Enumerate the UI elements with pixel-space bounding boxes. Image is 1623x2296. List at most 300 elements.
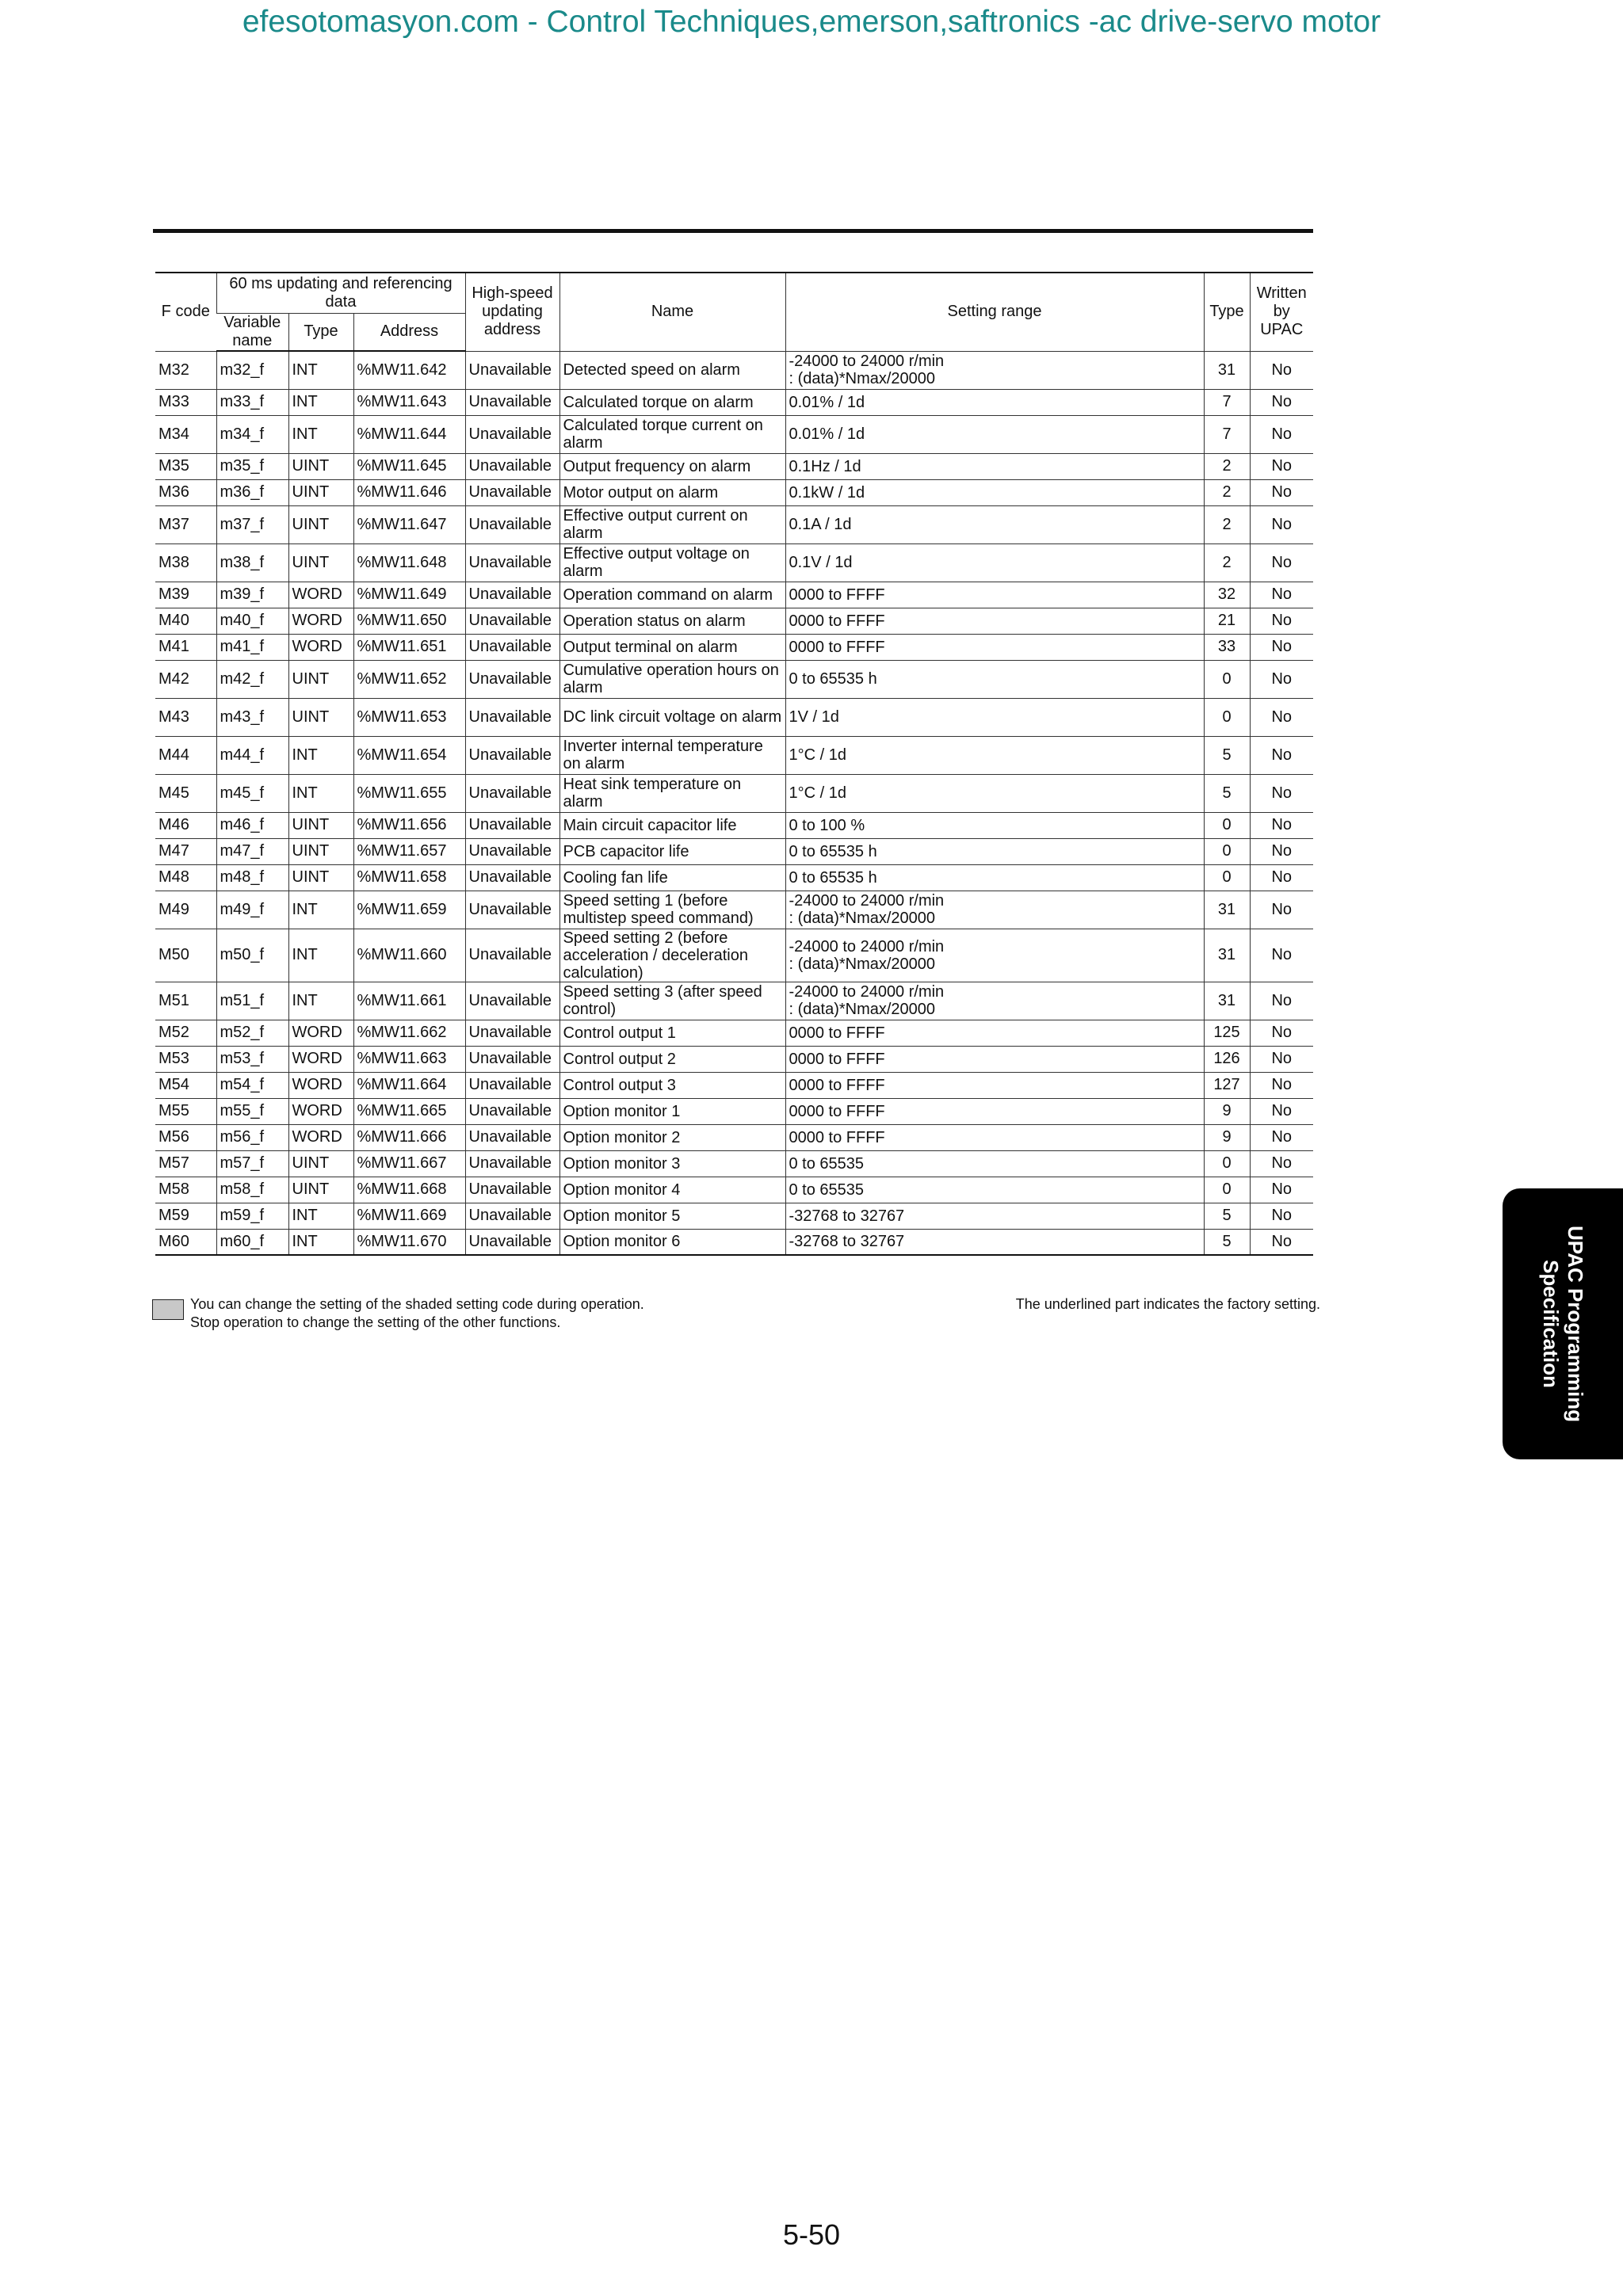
f-code-cell: M53 xyxy=(155,1046,216,1072)
chapter-side-tab[interactable] xyxy=(1503,1188,1623,1459)
type-cell: 127 xyxy=(1204,1072,1250,1098)
address-cell: %MW11.663 xyxy=(353,1046,465,1072)
high-speed-cell: Unavailable xyxy=(465,838,559,864)
written-cell: No xyxy=(1250,389,1313,415)
type-cell: 0 xyxy=(1204,1177,1250,1203)
variable-name-cell: m58_f xyxy=(216,1177,288,1203)
setting-range-cell: 0000 to FFFF xyxy=(785,608,1204,634)
header-var-type: Type xyxy=(288,313,353,351)
high-speed-cell: Unavailable xyxy=(465,736,559,774)
address-cell: %MW11.653 xyxy=(353,698,465,736)
setting-range-cell: 0 to 65535 xyxy=(785,1177,1204,1203)
setting-range-cell: 1°C / 1d xyxy=(785,774,1204,812)
type-cell: 7 xyxy=(1204,389,1250,415)
type-cell: 0 xyxy=(1204,812,1250,838)
table-row xyxy=(155,660,1313,698)
written-cell: No xyxy=(1250,351,1313,389)
setting-range-cell: -32768 to 32767 xyxy=(785,1229,1204,1255)
setting-range-cell: 0 to 65535 h xyxy=(785,838,1204,864)
variable-name-cell: m57_f xyxy=(216,1150,288,1177)
address-cell: %MW11.643 xyxy=(353,389,465,415)
setting-range-cell: 1°C / 1d xyxy=(785,736,1204,774)
variable-name-cell: m44_f xyxy=(216,736,288,774)
table-row xyxy=(155,736,1313,774)
high-speed-cell: Unavailable xyxy=(465,982,559,1020)
address-cell: %MW11.642 xyxy=(353,351,465,389)
table-row xyxy=(155,543,1313,582)
var-type-cell: WORD xyxy=(288,1020,353,1046)
address-cell: %MW11.647 xyxy=(353,505,465,543)
f-code-cell: M32 xyxy=(155,351,216,389)
high-speed-cell: Unavailable xyxy=(465,1229,559,1255)
variable-name-cell: m39_f xyxy=(216,582,288,608)
name-cell: Option monitor 6 xyxy=(559,1229,785,1255)
type-cell: 31 xyxy=(1204,891,1250,929)
variable-name-cell: m47_f xyxy=(216,838,288,864)
name-cell: Effective output current on alarm xyxy=(559,505,785,543)
high-speed-cell: Unavailable xyxy=(465,505,559,543)
setting-range-cell: 0.1V / 1d xyxy=(785,543,1204,582)
var-type-cell: WORD xyxy=(288,1072,353,1098)
legend-note-line-1: You can change the setting of the shaded setting code during operation. xyxy=(190,1296,644,1312)
setting-range-cell: -24000 to 24000 r/min : (data)*Nmax/20000 xyxy=(785,351,1204,389)
setting-range-cell: 0000 to FFFF xyxy=(785,634,1204,660)
variable-name-cell: m49_f xyxy=(216,891,288,929)
variable-name-cell: m35_f xyxy=(216,453,288,479)
variable-name-cell: m38_f xyxy=(216,543,288,582)
high-speed-cell: Unavailable xyxy=(465,351,559,389)
name-cell: Option monitor 1 xyxy=(559,1098,785,1124)
written-cell: No xyxy=(1250,1150,1313,1177)
written-cell: No xyxy=(1250,1203,1313,1229)
address-cell: %MW11.670 xyxy=(353,1229,465,1255)
var-type-cell: UINT xyxy=(288,1177,353,1203)
header-setting-range: Setting range xyxy=(785,273,1204,351)
high-speed-cell: Unavailable xyxy=(465,774,559,812)
address-cell: %MW11.659 xyxy=(353,891,465,929)
high-speed-cell: Unavailable xyxy=(465,634,559,660)
variable-name-cell: m45_f xyxy=(216,774,288,812)
written-cell: No xyxy=(1250,698,1313,736)
address-cell: %MW11.654 xyxy=(353,736,465,774)
high-speed-cell: Unavailable xyxy=(465,453,559,479)
factory-setting-note: The underlined part indicates the factory setting. xyxy=(1015,1296,1320,1312)
variable-name-cell: m51_f xyxy=(216,982,288,1020)
written-cell: No xyxy=(1250,660,1313,698)
setting-range-cell: 0000 to FFFF xyxy=(785,582,1204,608)
high-speed-cell: Unavailable xyxy=(465,415,559,453)
table-row xyxy=(155,812,1313,838)
header-high-speed: High-speed updating address xyxy=(465,273,559,351)
header-written: Written by UPAC xyxy=(1250,273,1313,351)
type-cell: 7 xyxy=(1204,415,1250,453)
high-speed-cell: Unavailable xyxy=(465,864,559,891)
side-tab-line-2: Specification xyxy=(1539,1260,1563,1388)
table-row xyxy=(155,929,1313,982)
var-type-cell: WORD xyxy=(288,1098,353,1124)
setting-range-cell: -24000 to 24000 r/min : (data)*Nmax/20000 xyxy=(785,891,1204,929)
var-type-cell: UINT xyxy=(288,660,353,698)
variable-name-cell: m46_f xyxy=(216,812,288,838)
f-code-cell: M50 xyxy=(155,929,216,982)
address-cell: %MW11.645 xyxy=(353,453,465,479)
table-row xyxy=(155,1203,1313,1229)
table-row xyxy=(155,1150,1313,1177)
f-code-cell: M38 xyxy=(155,543,216,582)
site-banner[interactable]: efesotomasyon.com - Control Techniques,emerson,saftronics -ac drive-servo motor xyxy=(242,5,1381,39)
setting-range-cell: 0.01% / 1d xyxy=(785,415,1204,453)
written-cell: No xyxy=(1250,891,1313,929)
f-code-cell: M47 xyxy=(155,838,216,864)
type-cell: 31 xyxy=(1204,929,1250,982)
var-type-cell: INT xyxy=(288,982,353,1020)
var-type-cell: WORD xyxy=(288,1124,353,1150)
var-type-cell: INT xyxy=(288,1203,353,1229)
table-row xyxy=(155,608,1313,634)
address-cell: %MW11.646 xyxy=(353,479,465,505)
var-type-cell: INT xyxy=(288,351,353,389)
header-f-code: F code xyxy=(155,273,216,351)
variable-name-cell: m55_f xyxy=(216,1098,288,1124)
f-code-cell: M34 xyxy=(155,415,216,453)
f-code-cell: M39 xyxy=(155,582,216,608)
name-cell: Option monitor 2 xyxy=(559,1124,785,1150)
table-row xyxy=(155,1177,1313,1203)
var-type-cell: UINT xyxy=(288,479,353,505)
address-cell: %MW11.652 xyxy=(353,660,465,698)
side-tab-line-1: UPAC Programming xyxy=(1564,1226,1587,1422)
name-cell: Option monitor 5 xyxy=(559,1203,785,1229)
high-speed-cell: Unavailable xyxy=(465,479,559,505)
setting-range-cell: 0.1Hz / 1d xyxy=(785,453,1204,479)
setting-range-cell: -24000 to 24000 r/min : (data)*Nmax/20000 xyxy=(785,982,1204,1020)
name-cell: Control output 2 xyxy=(559,1046,785,1072)
type-cell: 21 xyxy=(1204,608,1250,634)
table-row xyxy=(155,1229,1313,1255)
setting-range-cell: 0 to 65535 h xyxy=(785,660,1204,698)
setting-range-cell: 0 to 65535 h xyxy=(785,864,1204,891)
f-code-cell: M49 xyxy=(155,891,216,929)
f-code-cell: M40 xyxy=(155,608,216,634)
written-cell: No xyxy=(1250,543,1313,582)
f-code-cell: M33 xyxy=(155,389,216,415)
variable-name-cell: m33_f xyxy=(216,389,288,415)
written-cell: No xyxy=(1250,1046,1313,1072)
type-cell: 126 xyxy=(1204,1046,1250,1072)
name-cell: Speed setting 1 (before multistep speed command) xyxy=(559,891,785,929)
name-cell: Speed setting 3 (after speed control) xyxy=(559,982,785,1020)
table-row xyxy=(155,774,1313,812)
name-cell: Output frequency on alarm xyxy=(559,453,785,479)
var-type-cell: UINT xyxy=(288,698,353,736)
variable-name-cell: m56_f xyxy=(216,1124,288,1150)
shade-legend-swatch xyxy=(152,1299,184,1320)
type-cell: 5 xyxy=(1204,1229,1250,1255)
var-type-cell: INT xyxy=(288,774,353,812)
variable-name-cell: m48_f xyxy=(216,864,288,891)
name-cell: Output terminal on alarm xyxy=(559,634,785,660)
table-row xyxy=(155,1124,1313,1150)
address-cell: %MW11.666 xyxy=(353,1124,465,1150)
written-cell: No xyxy=(1250,1229,1313,1255)
table-row xyxy=(155,1046,1313,1072)
table-row xyxy=(155,1098,1313,1124)
type-cell: 32 xyxy=(1204,582,1250,608)
type-cell: 5 xyxy=(1204,774,1250,812)
address-cell: %MW11.651 xyxy=(353,634,465,660)
type-cell: 0 xyxy=(1204,698,1250,736)
var-type-cell: UINT xyxy=(288,543,353,582)
table-row xyxy=(155,891,1313,929)
address-cell: %MW11.644 xyxy=(353,415,465,453)
f-code-cell: M44 xyxy=(155,736,216,774)
high-speed-cell: Unavailable xyxy=(465,1124,559,1150)
high-speed-cell: Unavailable xyxy=(465,389,559,415)
written-cell: No xyxy=(1250,479,1313,505)
high-speed-cell: Unavailable xyxy=(465,1098,559,1124)
high-speed-cell: Unavailable xyxy=(465,1150,559,1177)
written-cell: No xyxy=(1250,1020,1313,1046)
written-cell: No xyxy=(1250,838,1313,864)
high-speed-cell: Unavailable xyxy=(465,1177,559,1203)
setting-range-cell: -24000 to 24000 r/min : (data)*Nmax/20000 xyxy=(785,929,1204,982)
written-cell: No xyxy=(1250,415,1313,453)
setting-range-cell: 0 to 100 % xyxy=(785,812,1204,838)
f-code-cell: M56 xyxy=(155,1124,216,1150)
written-cell: No xyxy=(1250,1124,1313,1150)
high-speed-cell: Unavailable xyxy=(465,1203,559,1229)
var-type-cell: UINT xyxy=(288,505,353,543)
address-cell: %MW11.658 xyxy=(353,864,465,891)
function-code-table xyxy=(155,272,1313,1256)
type-cell: 5 xyxy=(1204,736,1250,774)
var-type-cell: UINT xyxy=(288,864,353,891)
type-cell: 5 xyxy=(1204,1203,1250,1229)
var-type-cell: WORD xyxy=(288,1046,353,1072)
name-cell: Detected speed on alarm xyxy=(559,351,785,389)
var-type-cell: INT xyxy=(288,389,353,415)
high-speed-cell: Unavailable xyxy=(465,660,559,698)
variable-name-cell: m52_f xyxy=(216,1020,288,1046)
f-code-cell: M36 xyxy=(155,479,216,505)
name-cell: Main circuit capacitor life xyxy=(559,812,785,838)
high-speed-cell: Unavailable xyxy=(465,1046,559,1072)
name-cell: Calculated torque current on alarm xyxy=(559,415,785,453)
name-cell: Calculated torque on alarm xyxy=(559,389,785,415)
var-type-cell: INT xyxy=(288,736,353,774)
variable-name-cell: m34_f xyxy=(216,415,288,453)
legend-note-line-2: Stop operation to change the setting of the other functions. xyxy=(190,1314,561,1330)
table-row xyxy=(155,453,1313,479)
variable-name-cell: m37_f xyxy=(216,505,288,543)
f-code-cell: M55 xyxy=(155,1098,216,1124)
var-type-cell: INT xyxy=(288,929,353,982)
top-rule xyxy=(153,229,1313,233)
name-cell: Speed setting 2 (before acceleration / deceleration calculation) xyxy=(559,929,785,982)
variable-name-cell: m40_f xyxy=(216,608,288,634)
address-cell: %MW11.665 xyxy=(353,1098,465,1124)
table-row xyxy=(155,351,1313,389)
var-type-cell: UINT xyxy=(288,1150,353,1177)
f-code-cell: M52 xyxy=(155,1020,216,1046)
address-cell: %MW11.661 xyxy=(353,982,465,1020)
type-cell: 9 xyxy=(1204,1098,1250,1124)
variable-name-cell: m50_f xyxy=(216,929,288,982)
setting-range-cell: 0000 to FFFF xyxy=(785,1072,1204,1098)
legend-note xyxy=(190,1295,644,1332)
header-variable-name: Variable name xyxy=(216,313,288,351)
type-cell: 31 xyxy=(1204,982,1250,1020)
name-cell: Operation status on alarm xyxy=(559,608,785,634)
f-code-cell: M45 xyxy=(155,774,216,812)
variable-name-cell: m54_f xyxy=(216,1072,288,1098)
f-code-cell: M48 xyxy=(155,864,216,891)
written-cell: No xyxy=(1250,736,1313,774)
high-speed-cell: Unavailable xyxy=(465,891,559,929)
name-cell: Control output 3 xyxy=(559,1072,785,1098)
var-type-cell: WORD xyxy=(288,634,353,660)
variable-name-cell: m32_f xyxy=(216,351,288,389)
setting-range-cell: 0000 to FFFF xyxy=(785,1098,1204,1124)
written-cell: No xyxy=(1250,453,1313,479)
name-cell: Effective output voltage on alarm xyxy=(559,543,785,582)
f-code-cell: M42 xyxy=(155,660,216,698)
name-cell: Control output 1 xyxy=(559,1020,785,1046)
header-group: 60 ms updating and referencing data xyxy=(216,273,465,313)
name-cell: Operation command on alarm xyxy=(559,582,785,608)
high-speed-cell: Unavailable xyxy=(465,543,559,582)
type-cell: 0 xyxy=(1204,838,1250,864)
type-cell: 0 xyxy=(1204,864,1250,891)
address-cell: %MW11.656 xyxy=(353,812,465,838)
name-cell: Motor output on alarm xyxy=(559,479,785,505)
setting-range-cell: 1V / 1d xyxy=(785,698,1204,736)
f-code-cell: M35 xyxy=(155,453,216,479)
name-cell: DC link circuit voltage on alarm xyxy=(559,698,785,736)
header-name: Name xyxy=(559,273,785,351)
table-row xyxy=(155,505,1313,543)
name-cell: Heat sink temperature on alarm xyxy=(559,774,785,812)
high-speed-cell: Unavailable xyxy=(465,812,559,838)
name-cell: Option monitor 3 xyxy=(559,1150,785,1177)
type-cell: 31 xyxy=(1204,351,1250,389)
address-cell: %MW11.650 xyxy=(353,608,465,634)
high-speed-cell: Unavailable xyxy=(465,582,559,608)
written-cell: No xyxy=(1250,774,1313,812)
setting-range-cell: 0.1kW / 1d xyxy=(785,479,1204,505)
address-cell: %MW11.660 xyxy=(353,929,465,982)
high-speed-cell: Unavailable xyxy=(465,1020,559,1046)
variable-name-cell: m53_f xyxy=(216,1046,288,1072)
type-cell: 2 xyxy=(1204,543,1250,582)
type-cell: 125 xyxy=(1204,1020,1250,1046)
f-code-cell: M54 xyxy=(155,1072,216,1098)
written-cell: No xyxy=(1250,1072,1313,1098)
high-speed-cell: Unavailable xyxy=(465,698,559,736)
side-tab-label xyxy=(1538,1188,1587,1459)
name-cell: Cooling fan life xyxy=(559,864,785,891)
written-cell: No xyxy=(1250,608,1313,634)
setting-range-cell: -32768 to 32767 xyxy=(785,1203,1204,1229)
type-cell: 2 xyxy=(1204,453,1250,479)
f-code-cell: M37 xyxy=(155,505,216,543)
written-cell: No xyxy=(1250,982,1313,1020)
f-code-cell: M51 xyxy=(155,982,216,1020)
variable-name-cell: m43_f xyxy=(216,698,288,736)
address-cell: %MW11.657 xyxy=(353,838,465,864)
var-type-cell: UINT xyxy=(288,453,353,479)
variable-name-cell: m60_f xyxy=(216,1229,288,1255)
table-row xyxy=(155,415,1313,453)
var-type-cell: UINT xyxy=(288,812,353,838)
type-cell: 0 xyxy=(1204,1150,1250,1177)
written-cell: No xyxy=(1250,1177,1313,1203)
var-type-cell: INT xyxy=(288,415,353,453)
written-cell: No xyxy=(1250,812,1313,838)
table-row xyxy=(155,479,1313,505)
setting-range-cell: 0000 to FFFF xyxy=(785,1046,1204,1072)
table-row xyxy=(155,982,1313,1020)
name-cell: Option monitor 4 xyxy=(559,1177,785,1203)
table-row xyxy=(155,634,1313,660)
written-cell: No xyxy=(1250,929,1313,982)
setting-range-cell: 0 to 65535 xyxy=(785,1150,1204,1177)
variable-name-cell: m36_f xyxy=(216,479,288,505)
table-row xyxy=(155,1072,1313,1098)
page-number: 5-50 xyxy=(782,2218,841,2251)
variable-name-cell: m42_f xyxy=(216,660,288,698)
address-cell: %MW11.664 xyxy=(353,1072,465,1098)
f-code-cell: M46 xyxy=(155,812,216,838)
table-row xyxy=(155,698,1313,736)
table-row xyxy=(155,582,1313,608)
setting-range-cell: 0000 to FFFF xyxy=(785,1124,1204,1150)
written-cell: No xyxy=(1250,634,1313,660)
written-cell: No xyxy=(1250,505,1313,543)
f-code-cell: M57 xyxy=(155,1150,216,1177)
written-cell: No xyxy=(1250,1098,1313,1124)
f-code-cell: M41 xyxy=(155,634,216,660)
table-row xyxy=(155,838,1313,864)
table-row xyxy=(155,389,1313,415)
header-type: Type xyxy=(1204,273,1250,351)
address-cell: %MW11.667 xyxy=(353,1150,465,1177)
f-code-cell: M60 xyxy=(155,1229,216,1255)
name-cell: Inverter internal temperature on alarm xyxy=(559,736,785,774)
table-row xyxy=(155,864,1313,891)
written-cell: No xyxy=(1250,864,1313,891)
f-code-cell: M58 xyxy=(155,1177,216,1203)
setting-range-cell: 0000 to FFFF xyxy=(785,1020,1204,1046)
var-type-cell: WORD xyxy=(288,608,353,634)
name-cell: Cumulative operation hours on alarm xyxy=(559,660,785,698)
name-cell: PCB capacitor life xyxy=(559,838,785,864)
type-cell: 33 xyxy=(1204,634,1250,660)
type-cell: 0 xyxy=(1204,660,1250,698)
variable-name-cell: m41_f xyxy=(216,634,288,660)
type-cell: 9 xyxy=(1204,1124,1250,1150)
header-address: Address xyxy=(353,313,465,351)
address-cell: %MW11.649 xyxy=(353,582,465,608)
type-cell: 2 xyxy=(1204,479,1250,505)
address-cell: %MW11.668 xyxy=(353,1177,465,1203)
f-code-cell: M59 xyxy=(155,1203,216,1229)
variable-name-cell: m59_f xyxy=(216,1203,288,1229)
high-speed-cell: Unavailable xyxy=(465,929,559,982)
var-type-cell: INT xyxy=(288,891,353,929)
address-cell: %MW11.662 xyxy=(353,1020,465,1046)
setting-range-cell: 0.01% / 1d xyxy=(785,389,1204,415)
